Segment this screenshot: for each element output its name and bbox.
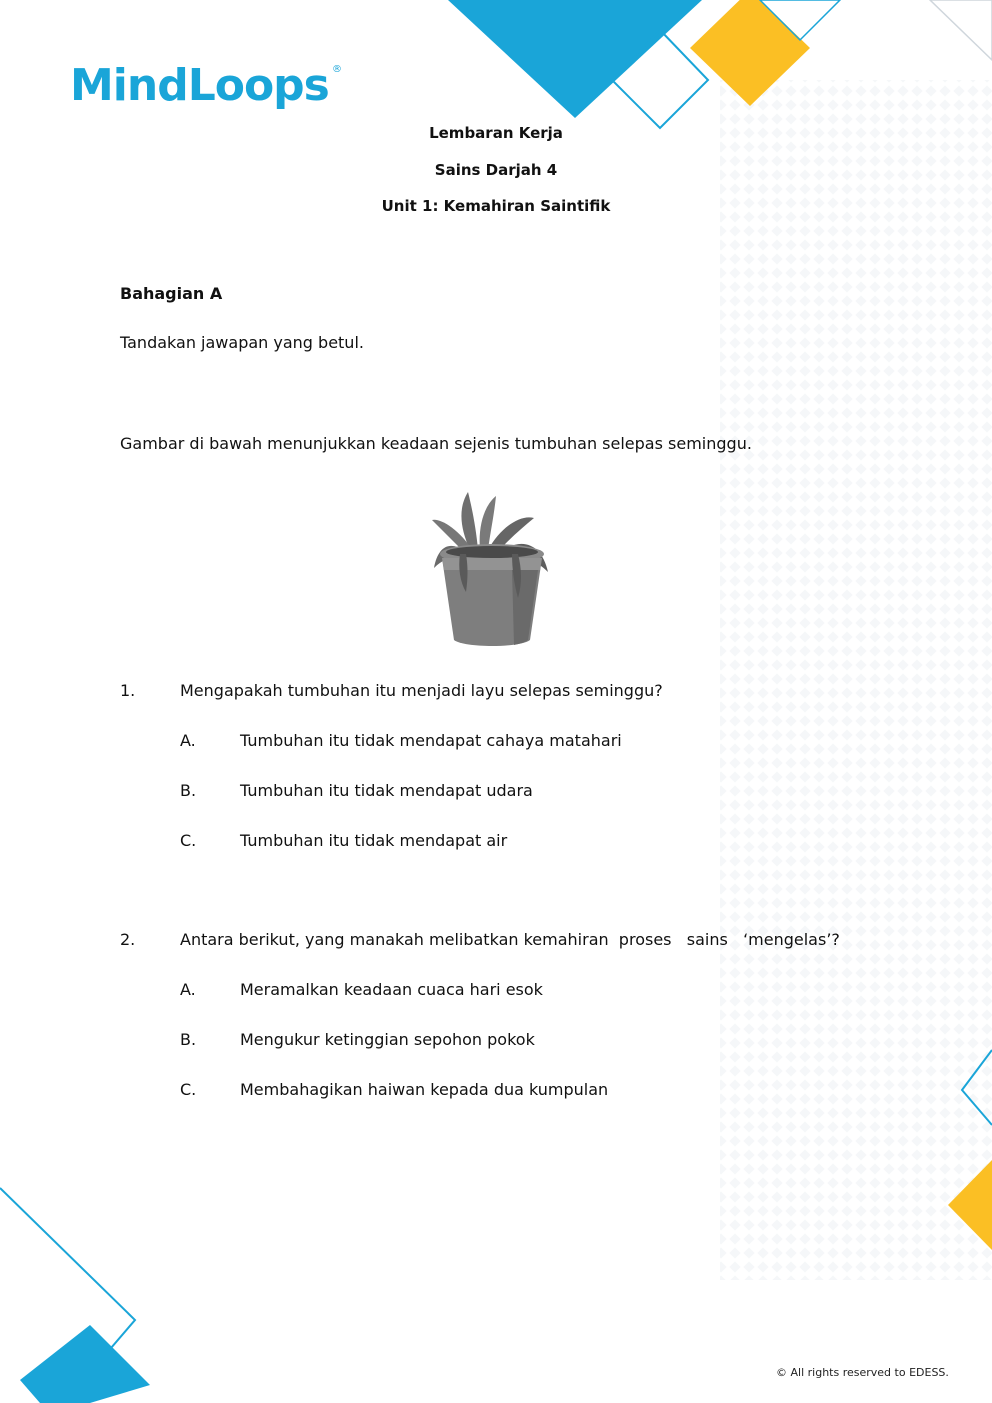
unit-title: Unit 1: Kemahiran Saintifik <box>381 197 611 215</box>
q1-option-c-text[interactable]: Tumbuhan itu tidak mendapat air <box>240 831 508 850</box>
q2-option-b-text[interactable]: Mengukur ketinggian sepohon pokok <box>240 1030 535 1049</box>
section-title: Bahagian A <box>120 284 223 303</box>
q2-option-b-letter[interactable]: B. <box>180 1030 197 1049</box>
q2-option-c-text[interactable]: Membahagikan haiwan kepada dua kumpulan <box>240 1080 609 1099</box>
question-1-text: Mengapakah tumbuhan itu menjadi layu selepas seminggu? <box>180 681 663 700</box>
q2-option-a-letter[interactable]: A. <box>180 980 196 999</box>
q1-option-c-letter[interactable]: C. <box>180 831 197 850</box>
question-1-number: 1. <box>120 681 136 700</box>
q1-option-b-text[interactable]: Tumbuhan itu tidak mendapat udara <box>240 781 533 800</box>
instruction-text: Tandakan jawapan yang betul. <box>120 333 364 352</box>
copyright-footer: © All rights reserved to EDESS. <box>776 1366 949 1379</box>
subject-title: Sains Darjah 4 <box>434 161 558 179</box>
q1-option-b-letter[interactable]: B. <box>180 781 197 800</box>
svg-text:®: ® <box>332 64 342 75</box>
mindloops-logo <box>70 56 345 112</box>
question-2-text: Antara berikut, yang manakah melibatkan kemahiran proses sains ‘mengelas’? <box>180 930 840 949</box>
q1-option-a-letter[interactable]: A. <box>180 731 196 750</box>
worksheet-title: Lembaran Kerja <box>429 124 563 142</box>
svg-text:MindLoops: MindLoops <box>70 60 329 111</box>
wilted-plant-image <box>430 488 560 650</box>
q2-option-c-letter[interactable]: C. <box>180 1080 197 1099</box>
intro-text: Gambar di bawah menunjukkan keadaan sejenis tumbuhan selepas seminggu. <box>120 434 752 453</box>
q2-option-a-text[interactable]: Meramalkan keadaan cuaca hari esok <box>240 980 543 999</box>
question-2-number: 2. <box>120 930 136 949</box>
q1-option-a-text[interactable]: Tumbuhan itu tidak mendapat cahaya matahari <box>240 731 622 750</box>
